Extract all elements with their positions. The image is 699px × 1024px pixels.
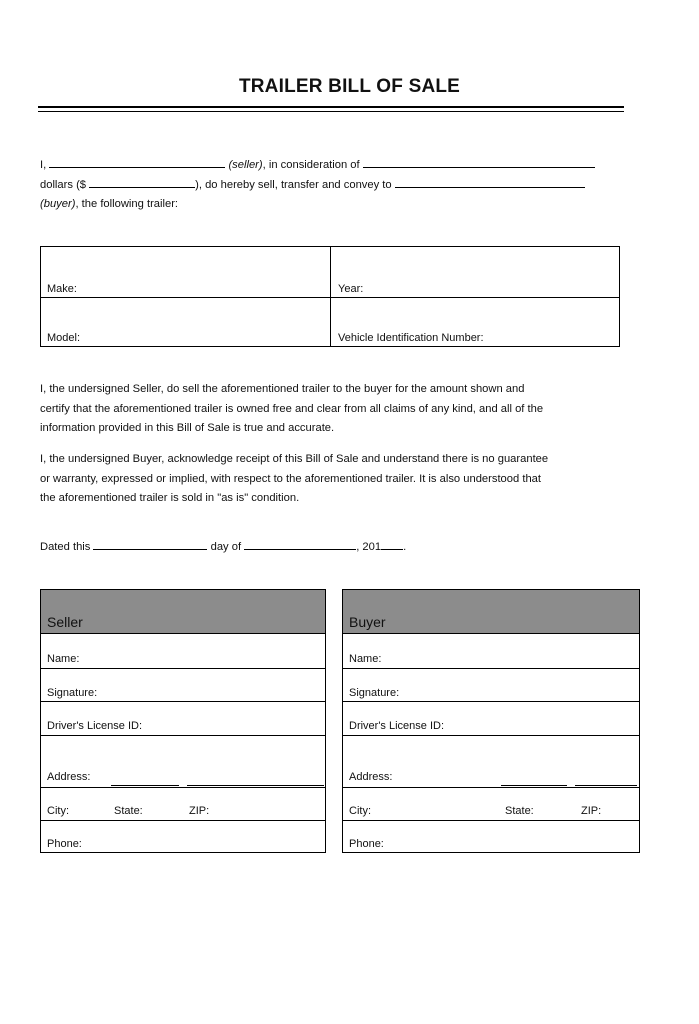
row-divider <box>343 668 639 669</box>
buyer-header <box>343 590 639 634</box>
address-line <box>501 785 567 786</box>
dated-text: day of <box>207 541 245 553</box>
row-divider <box>41 668 325 669</box>
buyer-address-label[interactable]: Address: <box>349 771 393 783</box>
statement-line: or warranty, expressed or implied, with respect to the aforementioned trailer. It is also understood that <box>40 472 541 485</box>
buyer-statement <box>40 450 625 509</box>
intro-paragraph <box>40 156 625 215</box>
row-divider <box>343 701 639 702</box>
row-divider <box>343 820 639 821</box>
row-divider <box>41 701 325 702</box>
buyer-zip-label[interactable]: ZIP: <box>581 805 602 817</box>
vin-label: Vehicle Identification Number: <box>338 332 484 344</box>
row-divider <box>41 820 325 821</box>
month-blank[interactable] <box>244 538 356 550</box>
row-divider <box>41 787 325 788</box>
seller-heading: Seller <box>47 614 83 630</box>
intro-text: , in consideration of <box>262 159 363 171</box>
intro-text: , the following trailer: <box>75 198 179 211</box>
buyer-signature-label[interactable]: Signature: <box>349 687 400 699</box>
buyer-italic: (buyer) <box>40 198 76 211</box>
seller-name-label[interactable]: Name: <box>47 653 80 665</box>
statement-line: information provided in this Bill of Sale is true and accurate. <box>40 422 335 435</box>
seller-header <box>41 590 325 634</box>
seller-state-label[interactable]: State: <box>114 805 143 817</box>
seller-signature-label[interactable]: Signature: <box>47 687 98 699</box>
statement-line: I, the undersigned Buyer, acknowledge receipt of this Bill of Sale and understand there is no guarantee <box>40 453 549 465</box>
row-divider <box>343 787 639 788</box>
amount-blank[interactable] <box>89 176 195 188</box>
address-line <box>111 785 179 786</box>
address-line <box>187 785 324 786</box>
buyer-box <box>342 589 640 853</box>
consideration-blank[interactable] <box>363 156 595 168</box>
buyer-name-blank[interactable] <box>395 176 585 188</box>
seller-box <box>40 589 326 853</box>
seller-zip-label[interactable]: ZIP: <box>189 805 210 817</box>
intro-line-1 <box>40 156 625 176</box>
page-title: TRAILER BILL OF SALE <box>238 76 461 97</box>
intro-line-2 <box>40 176 625 196</box>
statement-line: the aforementioned trailer is sold in "as is" condition. <box>40 492 300 505</box>
seller-name-blank[interactable] <box>49 156 225 168</box>
statement-line: certify that the aforementioned trailer is owned free and clear from all claims of any kind, and all of the <box>40 402 544 415</box>
statement-line: I, the undersigned Seller, do sell the aforementioned trailer to the buyer for the amount shown and <box>40 383 525 395</box>
buyer-city-label[interactable]: City: <box>349 805 371 817</box>
dated-text: Dated this <box>40 541 94 553</box>
row-divider <box>343 735 639 736</box>
intro-text: I, <box>40 159 50 171</box>
title-rule-thick <box>38 106 624 108</box>
buyer-heading: Buyer <box>349 614 386 630</box>
buyer-license-label[interactable]: Driver's License ID: <box>349 720 445 732</box>
intro-line-3 <box>40 195 625 215</box>
address-line <box>575 785 637 786</box>
intro-text: ), do hereby sell, transfer and convey to <box>195 178 395 191</box>
model-label: Model: <box>47 332 81 344</box>
seller-italic: (seller) <box>228 159 263 171</box>
title-rule-thin <box>38 111 624 112</box>
year-label: Year: <box>338 283 364 295</box>
row-divider <box>41 735 325 736</box>
vehicle-table <box>40 246 620 347</box>
seller-address-label[interactable]: Address: <box>47 771 91 783</box>
make-label: Make: <box>47 283 77 295</box>
buyer-name-label[interactable]: Name: <box>349 653 382 665</box>
seller-city-label[interactable]: City: <box>47 805 69 817</box>
seller-license-label[interactable]: Driver's License ID: <box>47 720 143 732</box>
year-blank[interactable] <box>381 538 403 550</box>
seller-phone-label[interactable]: Phone: <box>47 838 82 850</box>
seller-statement <box>40 380 625 439</box>
buyer-phone-label[interactable]: Phone: <box>349 838 384 850</box>
table-divider <box>41 297 619 298</box>
intro-text: dollars ($ <box>40 178 90 191</box>
dated-line <box>40 538 625 558</box>
dated-text: , 201 <box>356 541 382 553</box>
dated-text: . <box>403 541 407 553</box>
day-blank[interactable] <box>93 538 207 550</box>
buyer-state-label[interactable]: State: <box>505 805 534 817</box>
